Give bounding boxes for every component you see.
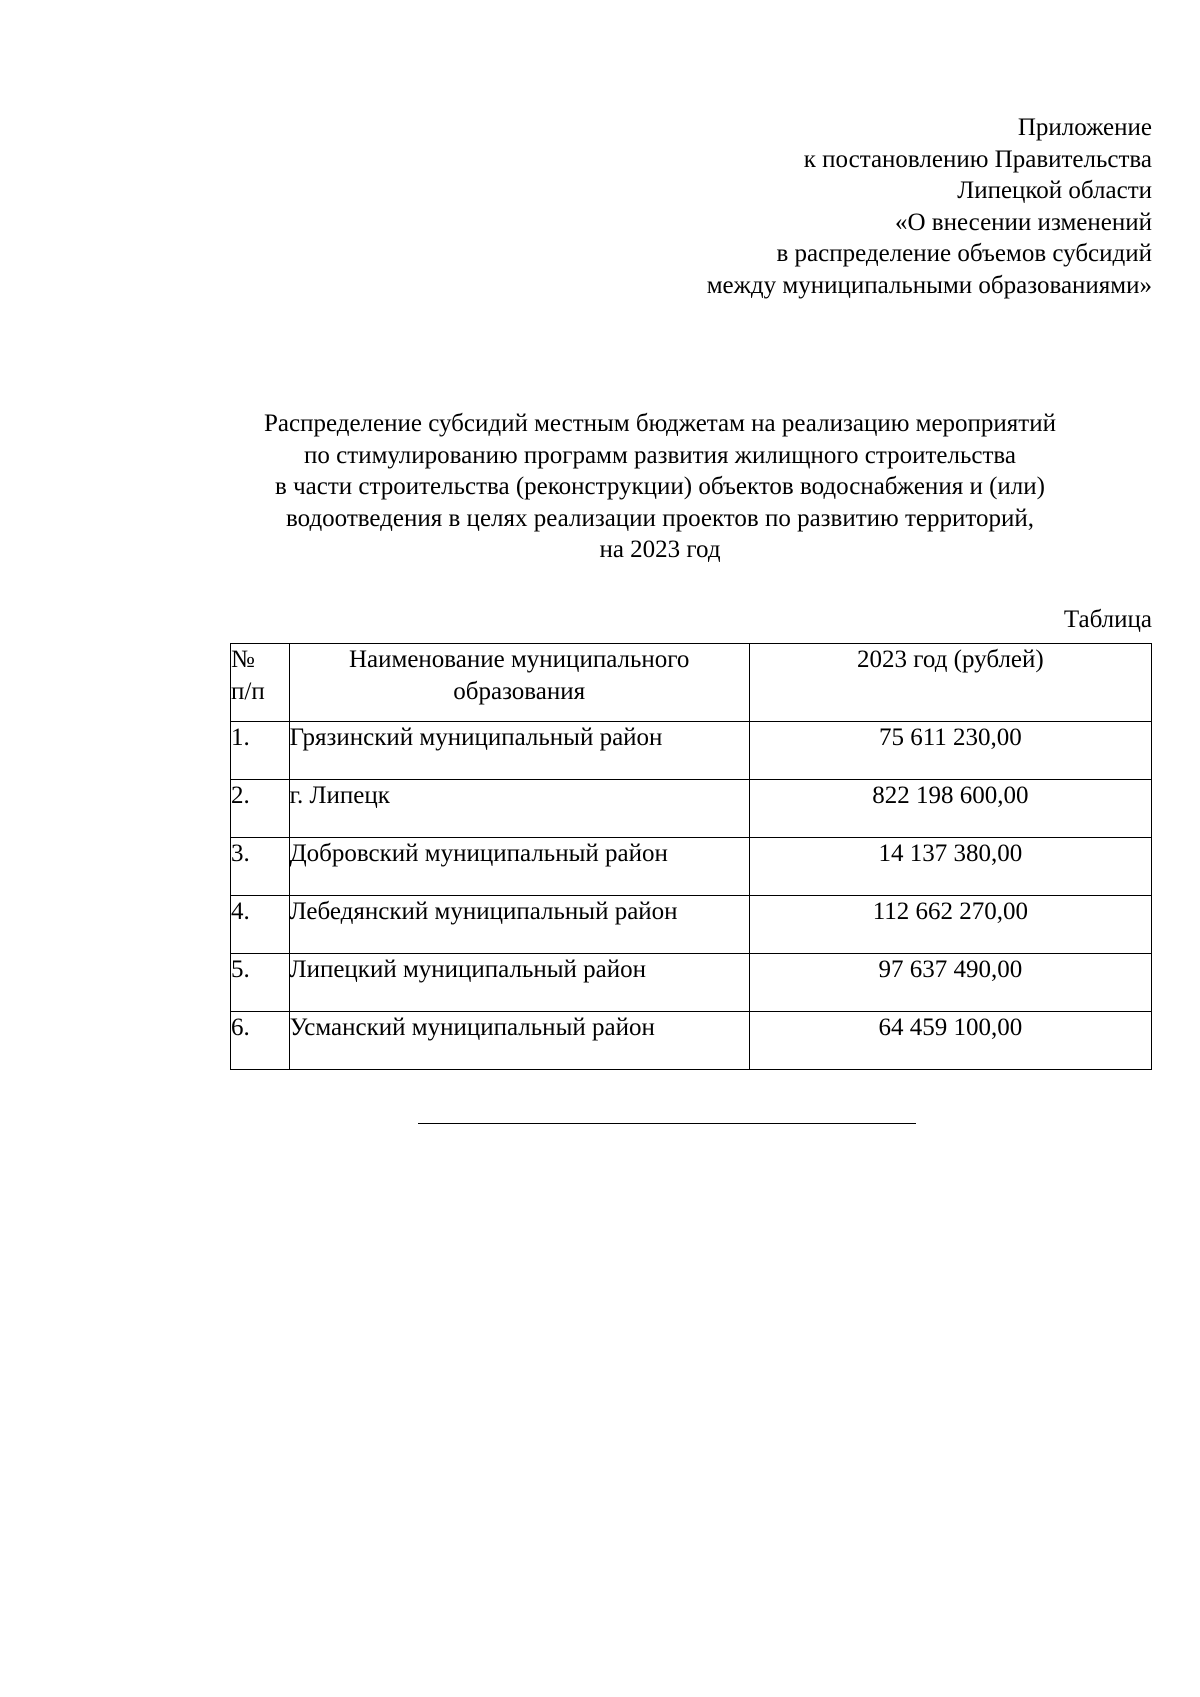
row-municipality: г. Липецк (289, 780, 749, 838)
row-number: 3. (231, 838, 290, 896)
appendix-line: Приложение (1017, 114, 1152, 141)
table-row (231, 838, 1152, 896)
row-number: 1. (231, 722, 290, 780)
row-amount: 112 662 270,00 (749, 896, 1151, 954)
header-name-line2: образования (453, 678, 586, 705)
table-row (231, 1012, 1152, 1070)
table-row (231, 722, 1152, 780)
header-amount: 2023 год (рублей) (749, 644, 1151, 722)
title-line: в части строительства (реконструкции) объектов водоснабжения и (или) (275, 473, 1045, 500)
row-amount: 75 611 230,00 (749, 722, 1151, 780)
appendix-line: Липецкой области (957, 177, 1152, 204)
table-header-row (231, 644, 1152, 722)
row-number: 5. (231, 954, 290, 1012)
row-amount: 64 459 100,00 (749, 1012, 1151, 1070)
table-row (231, 780, 1152, 838)
title-line: водоотведения в целях реализации проектов по развитию территорий, (286, 504, 1034, 532)
row-municipality: Лебедянский муниципальный район (289, 896, 749, 954)
end-separator-line (418, 1123, 916, 1124)
row-number: 4. (231, 896, 290, 954)
appendix-line: между муниципальными образованиями» (706, 271, 1152, 299)
table-row (231, 896, 1152, 954)
row-number: 6. (231, 1012, 290, 1070)
header-number (231, 644, 290, 722)
row-municipality: Липецкий муниципальный район (289, 954, 749, 1012)
header-name (289, 644, 749, 722)
header-number-line2: п/п (231, 678, 265, 705)
title-line: по стимулированию программ развития жилищного строительства (304, 441, 1016, 469)
row-municipality: Усманский муниципальный район (289, 1012, 749, 1070)
table-row (231, 954, 1152, 1012)
row-amount: 822 198 600,00 (749, 780, 1151, 838)
row-municipality: Добровский муниципальный район (289, 838, 749, 896)
appendix-header (392, 112, 1152, 301)
title-line: на 2023 год (599, 536, 721, 563)
header-number-line1: № (231, 646, 255, 673)
title-line: Распределение субсидий местным бюджетам на реализацию мероприятий (264, 410, 1056, 437)
row-number: 2. (231, 780, 290, 838)
appendix-line: в распределение объемов субсидий (776, 240, 1152, 267)
header-name-line1: Наименование муниципального (348, 646, 690, 673)
appendix-line: к постановлению Правительства (803, 145, 1152, 173)
subsidies-table (230, 643, 1152, 1070)
row-amount: 14 137 380,00 (749, 838, 1151, 896)
document-title (160, 408, 1160, 566)
table-caption: Таблица (1063, 606, 1152, 633)
row-amount: 97 637 490,00 (749, 954, 1151, 1012)
appendix-line: «О внесении изменений (894, 208, 1152, 236)
row-municipality: Грязинский муниципальный район (289, 722, 749, 780)
